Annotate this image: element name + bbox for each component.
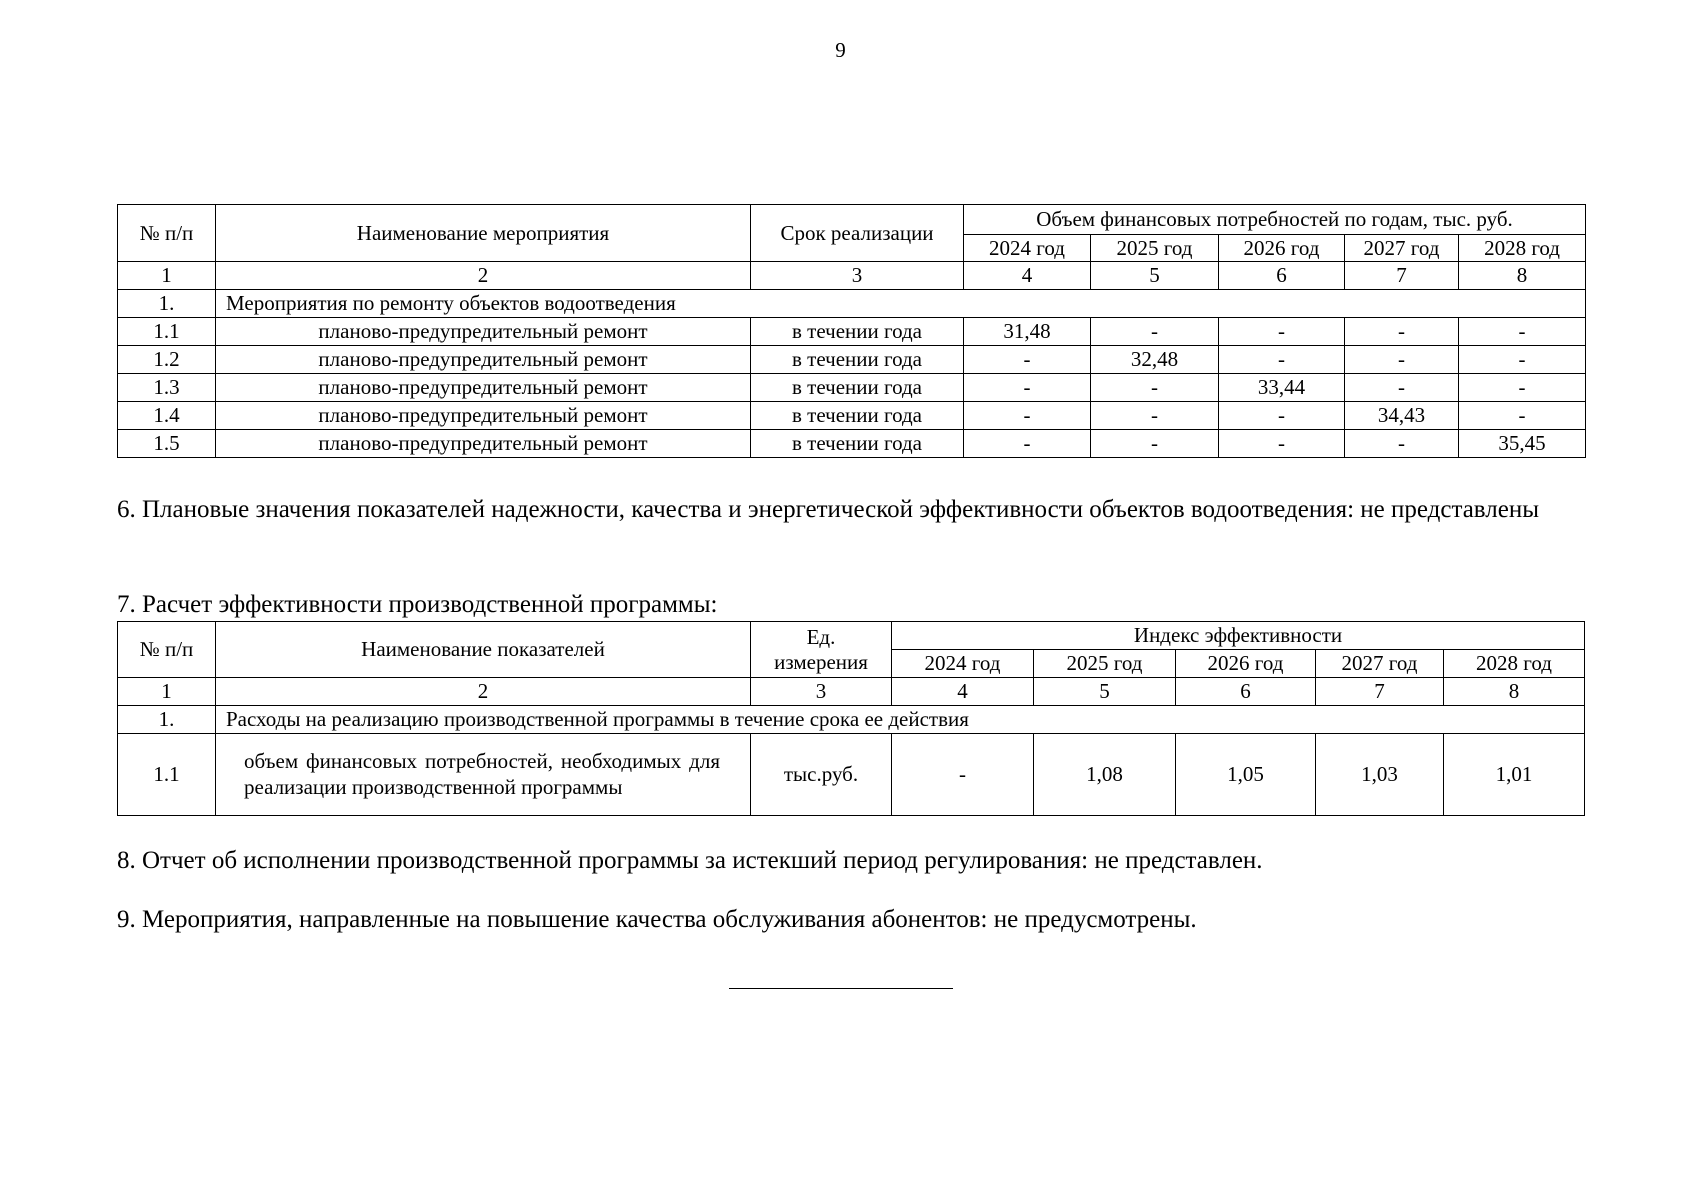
header-name: Наименование мероприятия xyxy=(216,205,751,262)
column-number: 7 xyxy=(1316,678,1444,706)
column-number: 1 xyxy=(118,678,216,706)
header-period: Срок реализации xyxy=(751,205,964,262)
row-value: - xyxy=(1345,318,1459,346)
table-row xyxy=(118,318,1586,346)
header-unit-line2: измерения xyxy=(774,649,868,674)
header-year: 2024 год xyxy=(964,235,1091,262)
row-value: - xyxy=(1091,374,1219,402)
header-year: 2024 год xyxy=(892,650,1034,678)
section-row xyxy=(118,706,1585,734)
header-name: Наименование показателей xyxy=(216,622,751,678)
row-value: - xyxy=(892,734,1034,816)
header-year: 2026 год xyxy=(1219,235,1345,262)
row-value: - xyxy=(1219,346,1345,374)
header-num: № п/п xyxy=(118,205,216,262)
header-group: Объем финансовых потребностей по годам, тыс. руб. xyxy=(964,205,1586,235)
row-value: - xyxy=(1091,318,1219,346)
row-value: - xyxy=(1345,374,1459,402)
row-period: в течении года xyxy=(751,430,964,458)
row-value: 1,05 xyxy=(1176,734,1316,816)
header-year: 2028 год xyxy=(1459,235,1586,262)
row-value: - xyxy=(964,374,1091,402)
column-number: 3 xyxy=(751,262,964,290)
paragraph-7: 7. Расчет эффективности производственной программы: xyxy=(117,591,718,618)
section-row xyxy=(118,290,1586,318)
efficiency-table xyxy=(117,621,1585,816)
end-rule xyxy=(729,988,953,989)
column-numbers-row xyxy=(118,678,1585,706)
column-number: 1 xyxy=(118,262,216,290)
row-value: - xyxy=(1219,402,1345,430)
row-value: - xyxy=(1459,402,1586,430)
header-year: 2027 год xyxy=(1316,650,1444,678)
row-period: в течении года xyxy=(751,346,964,374)
header-year: 2025 год xyxy=(1091,235,1219,262)
row-num: 1.1 xyxy=(118,734,216,816)
paragraph-9: 9. Мероприятия, направленные на повышение качества обслуживания абонентов: не предусмотрены. xyxy=(117,906,1197,933)
header-unit xyxy=(751,622,892,678)
header-year: 2027 год xyxy=(1345,235,1459,262)
column-number: 3 xyxy=(751,678,892,706)
column-number: 2 xyxy=(216,262,751,290)
row-period: в течении года xyxy=(751,402,964,430)
column-number: 2 xyxy=(216,678,751,706)
row-period: в течении года xyxy=(751,318,964,346)
section-num: 1. xyxy=(118,706,216,734)
table-row xyxy=(118,734,1585,816)
row-name: объем финансовых потребностей, необходимых для реализации производственной программы xyxy=(216,734,751,816)
row-value: 1,03 xyxy=(1316,734,1444,816)
row-num: 1.4 xyxy=(118,402,216,430)
paragraph-8: 8. Отчет об исполнении производственной программы за истекший период регулирования: не представлен. xyxy=(117,847,1263,874)
row-value: - xyxy=(1345,430,1459,458)
row-value: 33,44 xyxy=(1219,374,1345,402)
row-name: планово-предупредительный ремонт xyxy=(216,318,751,346)
column-number: 7 xyxy=(1345,262,1459,290)
row-name: планово-предупредительный ремонт xyxy=(216,430,751,458)
row-value: 1,01 xyxy=(1444,734,1585,816)
paragraph-6: 6. Плановые значения показателей надежности, качества и энергетической эффективности объектов водоотведения: не представлены xyxy=(117,496,1540,523)
header-unit-line1: Ед. xyxy=(806,624,836,649)
header-year: 2028 год xyxy=(1444,650,1585,678)
row-value: 31,48 xyxy=(964,318,1091,346)
column-number: 5 xyxy=(1091,262,1219,290)
row-unit: тыс.руб. xyxy=(751,734,892,816)
row-value: - xyxy=(1091,430,1219,458)
table-row xyxy=(118,374,1586,402)
table-row xyxy=(118,346,1586,374)
column-number: 6 xyxy=(1219,262,1345,290)
row-name: планово-предупредительный ремонт xyxy=(216,374,751,402)
column-number: 8 xyxy=(1459,262,1586,290)
column-numbers-row xyxy=(118,262,1586,290)
row-value: 32,48 xyxy=(1091,346,1219,374)
row-value: - xyxy=(1345,346,1459,374)
row-value: 35,45 xyxy=(1459,430,1586,458)
row-value: - xyxy=(1091,402,1219,430)
row-value: - xyxy=(964,402,1091,430)
financial-needs-table xyxy=(117,204,1586,458)
row-value: 1,08 xyxy=(1034,734,1176,816)
row-num: 1.5 xyxy=(118,430,216,458)
header-year: 2025 год xyxy=(1034,650,1176,678)
row-value: - xyxy=(1459,346,1586,374)
header-group: Индекс эффективности xyxy=(892,622,1585,650)
column-number: 5 xyxy=(1034,678,1176,706)
column-number: 4 xyxy=(964,262,1091,290)
row-value: - xyxy=(1459,374,1586,402)
row-num: 1.3 xyxy=(118,374,216,402)
row-value: - xyxy=(964,430,1091,458)
row-value: - xyxy=(964,346,1091,374)
row-name: планово-предупредительный ремонт xyxy=(216,402,751,430)
row-name: планово-предупредительный ремонт xyxy=(216,346,751,374)
section-title: Мероприятия по ремонту объектов водоотведения xyxy=(216,290,1586,318)
row-value: - xyxy=(1219,430,1345,458)
row-value: - xyxy=(1459,318,1586,346)
column-number: 6 xyxy=(1176,678,1316,706)
row-value: 34,43 xyxy=(1345,402,1459,430)
section-num: 1. xyxy=(118,290,216,318)
page-number: 9 xyxy=(835,38,846,62)
column-number: 4 xyxy=(892,678,1034,706)
row-num: 1.1 xyxy=(118,318,216,346)
table-row xyxy=(118,402,1586,430)
column-number: 8 xyxy=(1444,678,1585,706)
row-period: в течении года xyxy=(751,374,964,402)
header-num: № п/п xyxy=(118,622,216,678)
table-row xyxy=(118,430,1586,458)
row-num: 1.2 xyxy=(118,346,216,374)
row-value: - xyxy=(1219,318,1345,346)
section-title: Расходы на реализацию производственной программы в течение срока ее действия xyxy=(216,706,1585,734)
header-year: 2026 год xyxy=(1176,650,1316,678)
